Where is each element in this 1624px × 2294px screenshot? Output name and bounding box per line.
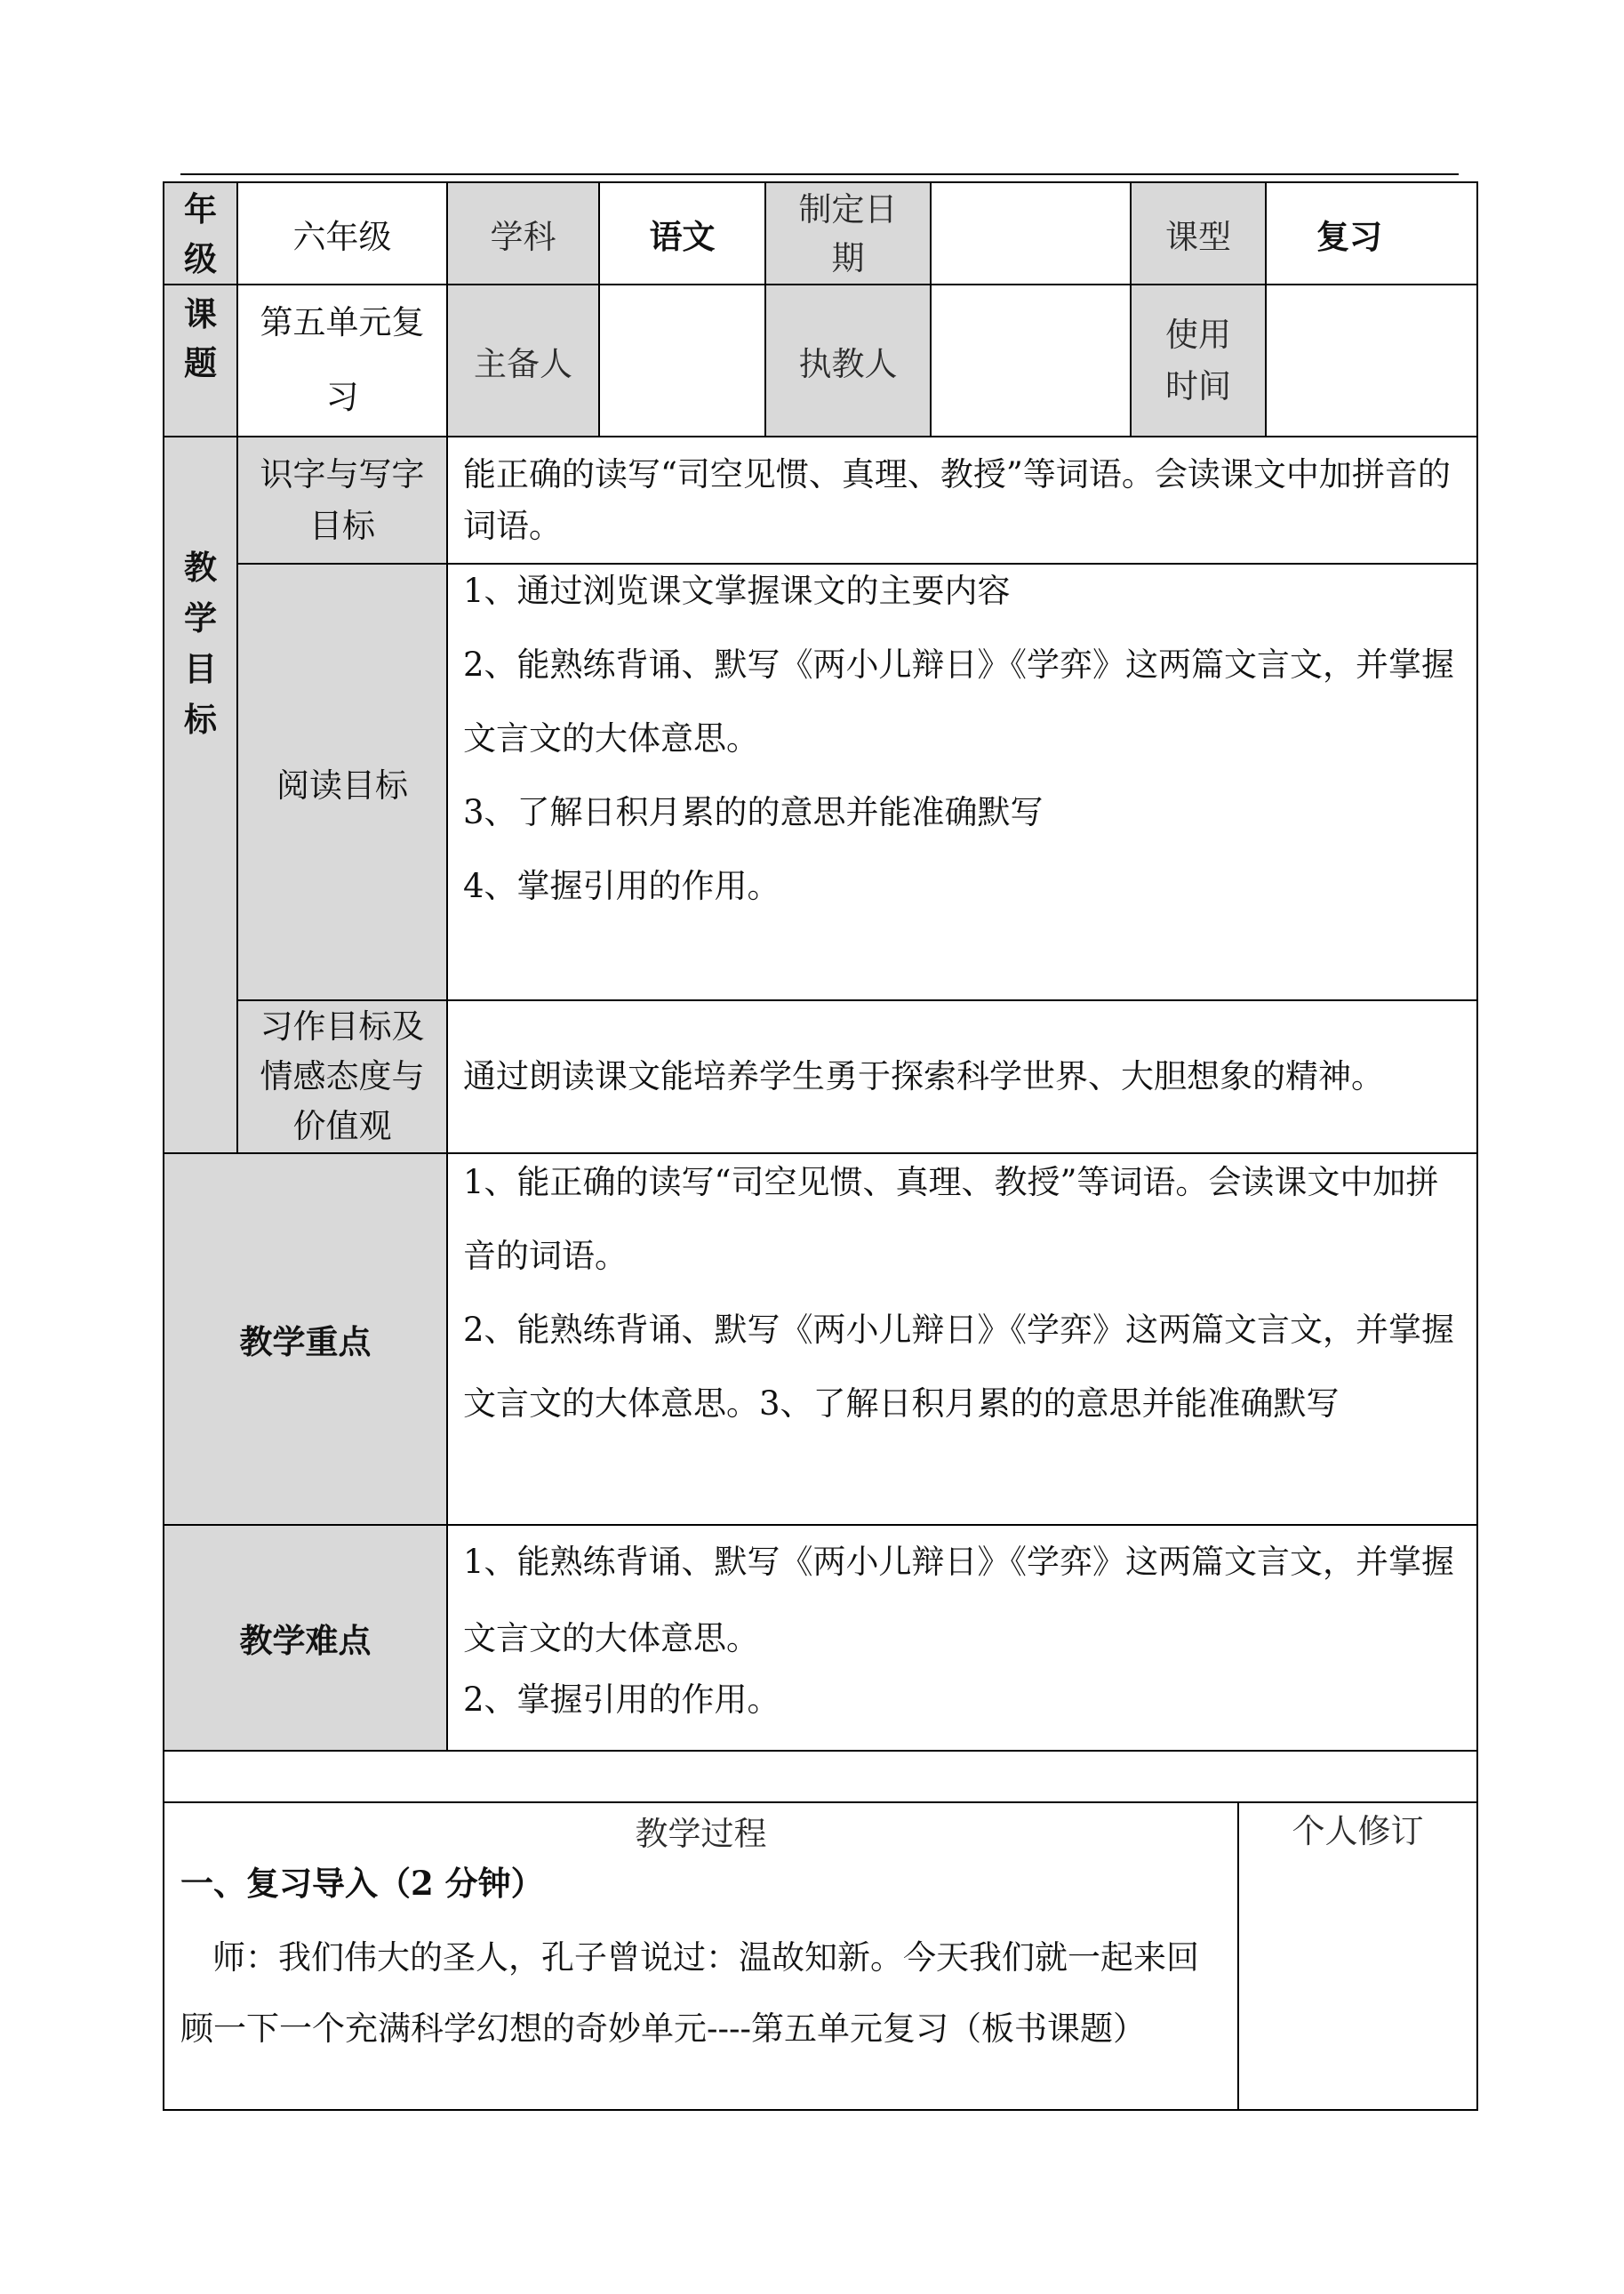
key-points-label-cell: [163, 1152, 448, 1526]
subject-label: 学科: [490, 217, 556, 256]
usage-time-label: 使用时间: [1165, 315, 1231, 405]
list-item: 2、能熟练背诵、默写《两小儿辩日》《学弈》这两篇文言文，并掌握文言文的大体意思。3、了解日积月累的的意思并能准确默写: [463, 1311, 1455, 1423]
revision-label: 个人修订: [1292, 1812, 1424, 1850]
difficulties-label: 教学难点: [239, 1621, 372, 1660]
usage-time-label-cell: [1130, 284, 1267, 437]
subject-label-cell: [446, 181, 600, 285]
literacy-text: 能正确的读写“司空见惯、真理、教授”等词语。会读课文中加拼音的词语。: [463, 454, 1451, 545]
key-points-content-cell: [446, 1152, 1478, 1526]
teacher-value-cell: [930, 284, 1132, 437]
revision-cell: [1237, 1801, 1478, 2111]
topic-value: 第五单元复习: [260, 303, 425, 416]
writing-label: 习作目标及情感态度与价值观: [260, 1007, 425, 1145]
process-paragraph: 师：我们伟大的圣人，孔子曾说过：温故知新。今天我们就一起来回顾一下一个充满科学幻想的奇妙单元----第五单元复习（板书课题）: [180, 1938, 1199, 2048]
list-item: 2、掌握引用的作用。: [463, 1680, 780, 1719]
process-section-heading: 一、复习导入（2 分钟）: [180, 1864, 544, 1903]
difficulties-list: [463, 1524, 1466, 1723]
reading-label-cell: [236, 563, 448, 1001]
writing-content-cell: [446, 999, 1478, 1154]
lesson-type-value: 复习: [1316, 216, 1382, 256]
grade-value-cell: [236, 181, 448, 285]
process-title: 教学过程: [635, 1815, 767, 1853]
key-points-list: [463, 1152, 1466, 1440]
list-item: 3、了解日积月累的的意思并能准确默写: [463, 793, 1044, 831]
objectives-label-cell: [163, 436, 238, 1154]
preparer-value-cell: [598, 284, 766, 437]
reading-list: [463, 563, 1466, 923]
subject-value-cell: [598, 181, 766, 285]
teacher-label: 执教人: [798, 344, 898, 383]
grade-value: 六年级: [292, 217, 392, 256]
reading-content-cell: [446, 563, 1478, 1001]
reading-label: 阅读目标: [276, 766, 408, 805]
date-label-cell: [764, 181, 932, 285]
literacy-label: 识字与写字目标: [260, 454, 425, 545]
date-value-cell: [930, 181, 1132, 285]
list-item: 1、能熟练背诵、默写《两小儿辩日》《学弈》这两篇文言文，并掌握文言文的大体意思。: [463, 1543, 1455, 1657]
preparer-label: 主备人: [474, 344, 572, 383]
preparer-label-cell: [446, 284, 600, 437]
literacy-label-cell: [236, 436, 448, 565]
lesson-type-label: 课型: [1165, 217, 1231, 256]
topic-label-cell: [163, 284, 238, 437]
list-item: 4、掌握引用的作用。: [463, 867, 780, 905]
date-label: 制定日期: [798, 189, 898, 277]
writing-text: 通过朗读课文能培养学生勇于探索科学世界、大胆想象的精神。: [463, 1057, 1384, 1095]
lesson-type-label-cell: [1130, 181, 1267, 285]
difficulties-content-cell: [446, 1524, 1478, 1752]
literacy-content-cell: [446, 436, 1478, 565]
topic-value-cell: [236, 284, 448, 437]
spacer-row: [163, 1750, 1478, 1803]
lesson-type-value-cell: [1265, 181, 1478, 285]
subject-value: 语文: [649, 216, 716, 256]
writing-label-cell: [236, 999, 448, 1154]
objectives-label: 教学目标: [184, 548, 217, 739]
header-rule: [180, 173, 1459, 175]
list-item: 1、通过浏览课文掌握课文的主要内容: [463, 572, 1011, 610]
grade-label-cell: [163, 181, 238, 285]
usage-time-value-cell: [1265, 284, 1478, 437]
grade-label: 年级: [184, 188, 217, 278]
list-item: 1、能正确的读写“司空见惯、真理、教授”等词语。会读课文中加拼音的词语。: [463, 1163, 1439, 1275]
topic-label: 课题: [184, 294, 217, 382]
key-points-label: 教学重点: [239, 1322, 372, 1361]
teacher-label-cell: [764, 284, 932, 437]
process-cell: [163, 1801, 1239, 2111]
list-item: 2、能熟练背诵、默写《两小儿辩日》《学弈》这两篇文言文，并掌握文言文的大体意思。: [463, 646, 1455, 758]
difficulties-label-cell: [163, 1524, 448, 1752]
